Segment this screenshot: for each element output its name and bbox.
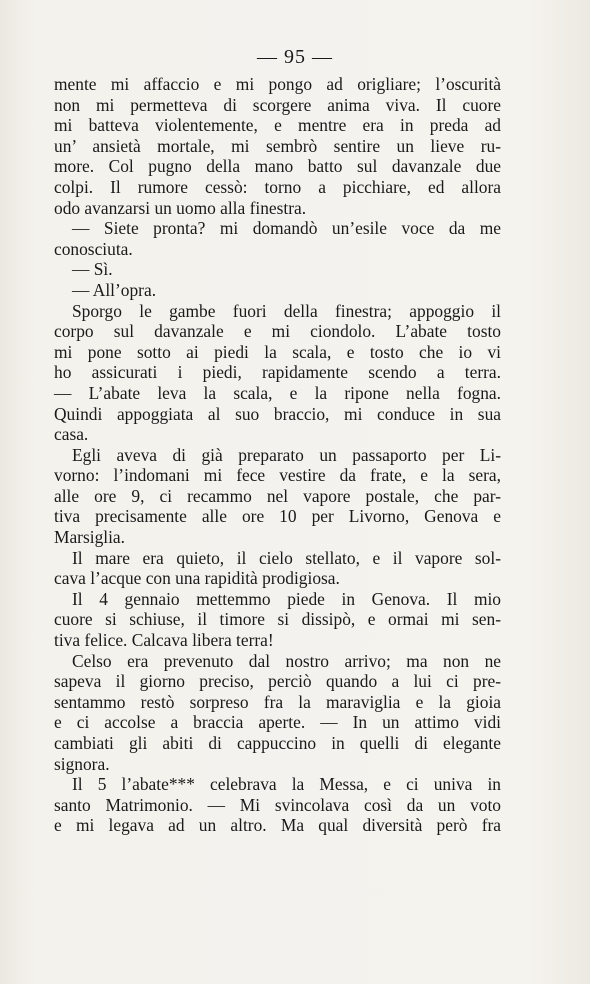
text-line: Il 5 l’abate*** celebrava la Messa, e ci univa in [72,774,501,795]
text-line: Quindi appoggiata al suo braccio, mi conduce in sua [54,403,501,424]
text-line: mi pone sotto ai piedi la scala, e tosto che io vi [54,341,501,362]
text-line: Celso era prevenuto dal nostro arrivo; ma non ne [72,650,501,671]
text-line: cava l’acque con una rapidità prodigiosa. [54,568,340,589]
text-line: corpo sul davanzale e mi ciondolo. L’abate tosto [54,321,501,342]
text-line: non mi permetteva di scorgere anima viva. Il cuore [54,94,501,115]
text-line: tiva precisamente alle ore 10 per Livorno, Genova e [54,506,501,527]
text-line: e mi legava ad un altro. Ma qual diversità però fra [54,815,501,836]
text-line: Sporgo le gambe fuori della finestra; appoggio il [72,300,501,321]
text-line: casa. [54,424,89,445]
text-line: cuore si schiuse, il timore si dissipò, e ormai mi sen- [54,609,501,630]
text-line: odo avanzarsi un uomo alla finestra. [54,197,307,218]
text-line: — Siete pronta? mi domandò un’esile voce da me [72,218,501,239]
text-line: ho assicurati i piedi, rapidamente scendo a terra. [54,362,501,383]
text-line: conosciuta. [54,238,133,259]
text-line: signora. [54,753,110,774]
page-number: — 95 — [257,46,333,68]
text-line: colpi. Il rumore cessò: torno a picchiare, ed allora [54,176,501,197]
text-line: vorno: l’indomani mi fece vestire da frate, e la sera, [54,465,501,486]
text-line: — All’opra. [72,279,157,300]
text-line: un’ ansietà mortale, mi sembrò sentire un lieve ru- [54,135,501,156]
text-line: e ci accolse a braccia aperte. — In un attimo vidi [54,712,501,733]
text-line: mi batteva violentemente, e mentre era in preda ad [54,115,501,136]
text-line: santo Matrimonio. — Mi svincolava così da un voto [54,794,501,815]
text-line: Marsiglia. [54,527,125,548]
text-line: more. Col pugno della mano batto sul davanzale due [54,156,501,177]
text-line: Il 4 gennaio mettemmo piede in Genova. Il mio [72,588,501,609]
text-line: cambiati gli abiti di cappuccino in quelli di elegante [54,733,501,753]
body-text [54,74,501,836]
text-line: — L’abate leva la scala, e la ripone nella fogna. [54,382,501,403]
text-line: — Sì. [72,259,113,280]
text-line: Il mare era quieto, il cielo stellato, e il vapore sol- [72,547,501,568]
text-line: Egli aveva di già preparato un passaporto per Li- [72,444,501,465]
text-line: sapeva il giorno preciso, perciò quando a lui ci pre- [54,671,501,692]
text-line: alle ore 9, ci recammo nel vapore postale, che par- [54,485,501,506]
text-line: tiva felice. Calcava libera terra! [54,630,274,651]
text-line: sentammo restò sorpreso fra la maraviglia e la gioia [54,691,501,712]
text-line: mente mi affaccio e mi pongo ad origliare; l’oscurità [54,74,501,94]
